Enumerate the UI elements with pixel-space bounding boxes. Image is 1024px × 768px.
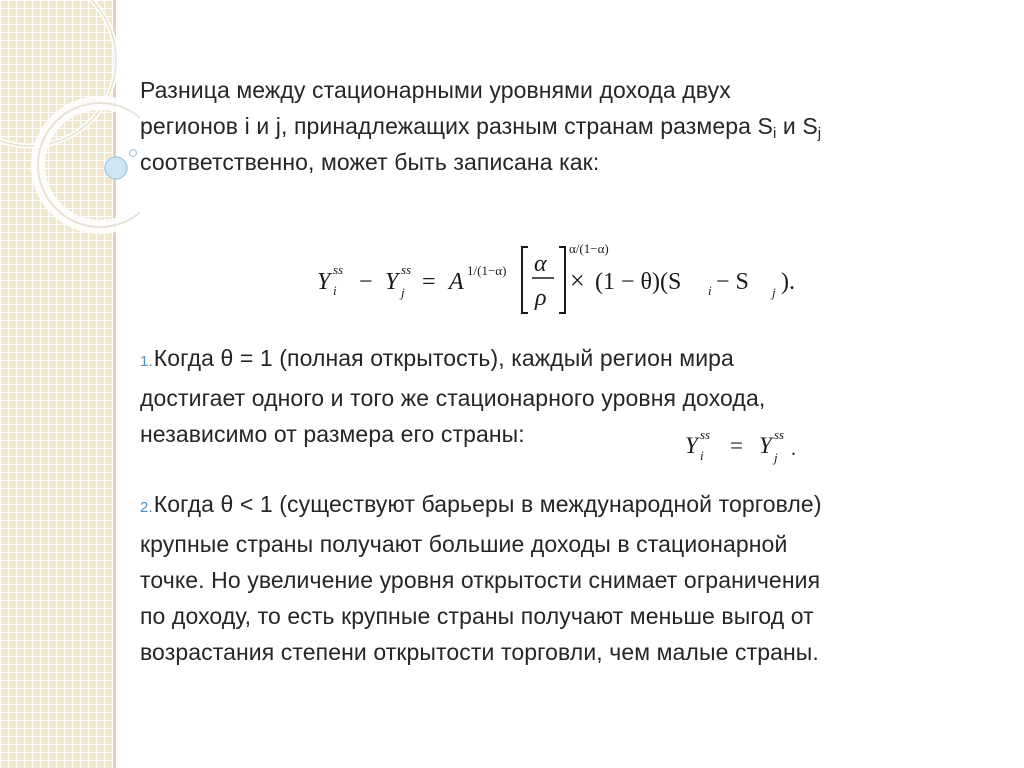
small-ss-2: ss [774, 427, 785, 442]
left-bracket-icon [522, 247, 528, 313]
intro-line-2 [140, 108, 1000, 144]
formula-ss-2: ss [401, 262, 412, 277]
formula-factor: (1 − θ)(S [595, 269, 682, 295]
subscript-i: i [772, 125, 777, 142]
main-formula [315, 233, 1015, 323]
small-dot-icon [130, 150, 137, 157]
item-1-line-1 [140, 340, 1000, 380]
item-1-number: 1. [140, 353, 153, 370]
formula-alpha: α [534, 251, 547, 277]
intro-line-3: соответственно, может быть записана как: [140, 149, 600, 175]
formula-sub-j: j [401, 285, 405, 300]
small-Y-j: Y [759, 433, 772, 458]
subscript-j: j [817, 125, 822, 142]
list-item-1 [140, 340, 1000, 452]
formula-ss-1: ss [333, 262, 344, 277]
formula-A-exponent: 1/(1−α) [467, 263, 507, 278]
small-equals: = [730, 433, 743, 458]
formula-equals: = [422, 269, 436, 295]
formula-S-sub-i: i [708, 283, 712, 298]
item-2-line-3: точке. Но увеличение уровня открытости снимает ограничения [140, 567, 821, 593]
item-2-number: 2. [140, 499, 153, 516]
small-period: . [791, 438, 796, 460]
formula-minus-S: − S [716, 269, 749, 295]
equality-formula [683, 425, 813, 470]
decorative-grid-panel [0, 0, 113, 768]
item-2-line-4: по доходу, то есть крупные страны получают меньше выгод от [140, 603, 814, 629]
formula-rho: ρ [535, 285, 547, 311]
list-item-2 [140, 486, 1000, 670]
small-ss-1: ss [700, 427, 711, 442]
formula-Y-i: Y [317, 269, 331, 295]
intro-paragraph [140, 72, 1000, 180]
item-2-line-2: крупные страны получают большие доходы в стационарной [140, 531, 788, 557]
panel-edge-line [113, 0, 116, 768]
formula-bracket-exponent: α/(1−α) [569, 241, 609, 256]
formula-Y-j: Y [385, 269, 399, 295]
item-2-line-1 [140, 486, 1000, 526]
small-sub-j: j [774, 450, 778, 465]
formula-close: ). [781, 269, 795, 295]
item-1-line-3: независимо от размера его страны: [140, 421, 525, 447]
formula-S-sub-j: j [772, 285, 776, 300]
formula-minus-1: − [359, 269, 373, 295]
item-1-line-2: достигает одного и того же стационарного уровня дохода, [140, 385, 766, 411]
intro-line-2-mid: и S [776, 113, 818, 139]
formula-A: A [449, 269, 464, 295]
right-bracket-icon [559, 247, 565, 313]
formula-sub-i: i [333, 283, 337, 298]
small-Y-i: Y [685, 433, 698, 458]
item-2-text-1: Когда θ < 1 (существуют барьеры в международной торговле) [153, 491, 822, 517]
intro-line-1: Разница между стационарными уровнями дохода двух [140, 77, 731, 103]
item-2-line-5: возрастания степени открытости торговли, чем малые страны. [140, 639, 819, 665]
item-1-text-1: Когда θ = 1 (полная открытость), каждый регион мира [153, 345, 734, 371]
formula-times: × [570, 266, 585, 295]
small-sub-i: i [700, 448, 704, 463]
intro-line-2-text: регионов i и j, принадлежащих разным странам размера S [140, 113, 773, 139]
